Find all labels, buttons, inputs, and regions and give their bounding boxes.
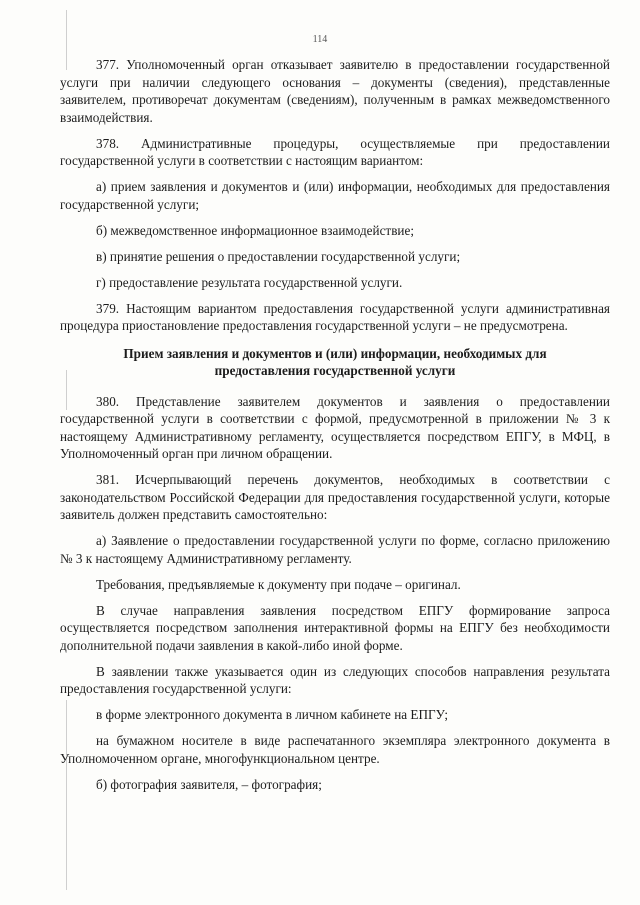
list-item-a: а) прием заявления и документов и (или) информации, необходимых для предоставления государственной услуги; bbox=[60, 179, 610, 212]
paragraph-378: 378. Административные процедуры, осуществляемые при предоставлении государственной услуги в соответствии с настоящим вариантом: bbox=[60, 135, 610, 168]
list-item-b-photo: б) фотография заявителя, – фотография; bbox=[96, 776, 322, 792]
method-electronic: в форме электронного документа в личном кабинете на ЕПГУ; bbox=[96, 707, 449, 722]
page-number: 114 bbox=[312, 34, 328, 45]
list-item-b: б) межведомственное информационное взаимодействие; bbox=[96, 222, 414, 238]
list-item-g: г) предоставление результата государственной услуги. bbox=[96, 274, 403, 290]
paragraph-result-methods: В заявлении также указывается один из следующих способов направления результата предоставления государственной услуги: bbox=[60, 663, 610, 696]
paragraph-epgu: В случае направления заявления посредством ЕПГУ формирование запроса осуществляется посредством заполнения интерактивной формы на ЕПГУ без необходимости дополнительной подачи заявления в какой-либо иной форме. bbox=[60, 602, 610, 653]
paragraph-requirements: Требования, предъявляемые к документу при подаче – оригинал. bbox=[96, 576, 461, 592]
paragraph-377: 377. Уполномоченный орган отказывает заявителю в предоставлении государственной услуги при наличии следующего основания – документы (сведения), представленные заявителем, противоречат документам (сведениям), полученным в рамках межведомственного взаимодействия. bbox=[60, 57, 610, 125]
paragraph-379: 379. Настоящим вариантом предоставления государственной услуги административная процедура приостановление предоставления государственной услуги – не предусмотрена. bbox=[60, 300, 610, 333]
list-item-v: в) принятие решения о предоставлении государственной услуги; bbox=[96, 248, 461, 264]
paragraph-381: 381. Исчерпывающий перечень документов, необходимых в соответствии с законодательством Российской Федерации для предоставления государственной услуги, которые заявитель должен представить самостоятельно: bbox=[60, 472, 610, 522]
method-paper: на бумажном носителе в виде распечатанного экземпляра электронного документа в Уполномоченном органе, многофункциональном центре. bbox=[60, 733, 610, 766]
section-heading: Прием заявления и документов и (или) информации, необходимых для предоставления государственной услуги bbox=[123, 345, 547, 378]
document-body bbox=[60, 56, 610, 802]
paragraph-380: 380. Представление заявителем документов и заявления о предоставлении государственной услуги в соответствии с формой, предусмотренной в приложении № 3 к настоящему Административному регламенту, осуществляется посредством ЕПГУ, в МФЦ, в Уполномоченный орган при личном обращении. bbox=[60, 393, 610, 461]
list-item-a-application: а) Заявление о предоставлении государственной услуги по форме, согласно приложению № 3 к настоящему Административному регламенту. bbox=[60, 533, 610, 566]
